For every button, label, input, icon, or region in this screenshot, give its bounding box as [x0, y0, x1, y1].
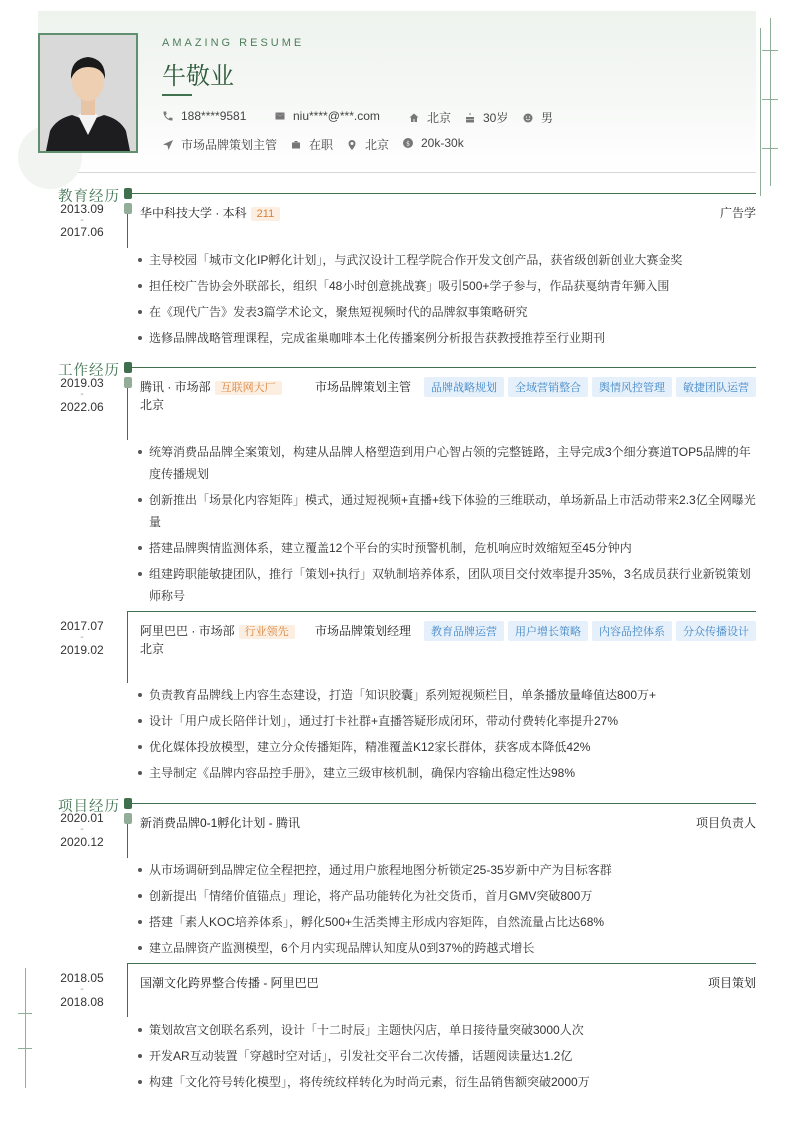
home-icon: [408, 112, 420, 124]
school-name: 华中科技大学 · 本科: [140, 206, 247, 220]
timeline-bar: [127, 214, 128, 248]
resume-tagline: AMAZING RESUME: [162, 37, 305, 49]
job-position: 市场品牌策划主管: [315, 380, 412, 394]
header-divider: [38, 172, 756, 173]
section-line: [132, 803, 756, 804]
phone-value: 188****9581: [181, 109, 247, 123]
company-badge: 互联网大厂: [215, 381, 282, 395]
work-bullets: [138, 684, 756, 788]
work-bullets: [138, 441, 756, 611]
entry-divider: [127, 963, 756, 964]
skill-tag: 教育品牌运营: [424, 621, 504, 641]
project-name: 国潮文化跨界整合传播 - 阿里巴巴: [140, 976, 319, 990]
section-marker: [124, 362, 132, 373]
phone-icon: [162, 110, 174, 122]
company-name: 阿里巴巴 · 市场部: [140, 624, 235, 638]
info-city: [346, 136, 389, 153]
date-separator: -: [80, 984, 84, 995]
section-marker: [124, 798, 132, 809]
age-value: 30岁: [483, 111, 509, 125]
section-title-projects: 项目经历: [58, 799, 120, 815]
timeline-bar: [127, 824, 128, 858]
gender-value: 男: [541, 111, 554, 125]
info-status: [290, 136, 333, 153]
list-item: 统筹消费品品牌全案策划，构建从品牌人格塑造到用户心智占领的完整链路，主导完成3个细分赛道TOP5品牌的年度传播规划: [138, 441, 756, 485]
school-badge: 211: [251, 207, 281, 221]
skill-tag: 全域营销整合: [508, 377, 588, 397]
send-icon: [162, 139, 174, 151]
date-end: 2020.12: [60, 835, 104, 849]
decorative-vertical-line: [760, 28, 761, 196]
skill-tag: 品牌战略规划: [424, 377, 504, 397]
info-home: [408, 109, 451, 126]
date-end: 2019.02: [60, 643, 104, 657]
timeline-bar: [127, 388, 128, 440]
date-separator: -: [80, 824, 84, 835]
list-item: 负责教育品牌线上内容生态建设，打造「知识胶囊」系列短视频栏目，单条播放量峰值达800万+: [138, 684, 756, 706]
info-gender: [522, 109, 553, 126]
list-item: 选修品牌战略管理课程，完成雀巢咖啡本土化传播案例分析报告获教授推荐至行业期刊: [138, 327, 756, 349]
mail-icon: [274, 110, 286, 122]
skill-tag: 内容品控体系: [592, 621, 672, 641]
svg-text:$: $: [406, 140, 410, 148]
skill-tag: 敏捷团队运营: [676, 377, 756, 397]
date-start: 2017.07: [60, 619, 104, 633]
section-marker: [124, 188, 132, 199]
header-background: [38, 11, 756, 173]
info-phone: [162, 109, 246, 123]
list-item: 组建跨职能敏捷团队，推行「策划+执行」双轨制培养体系，团队项目交付效率提升35%，3名成员获行业新锐策划师称号: [138, 563, 756, 607]
list-item: 优化媒体投放模型，建立分众传播矩阵，精准覆盖K12家长群体，获客成本降低42%: [138, 736, 756, 758]
list-item: 担任校广告协会外联部长，组织「48小时创意挑战赛」吸引500+学子参与，作品获戛纳青年狮入围: [138, 275, 756, 297]
section-title-education: 教育经历: [58, 189, 120, 205]
list-item: 主导制定《品牌内容品控手册》，建立三级审核机制，确保内容输出稳定性达98%: [138, 762, 756, 784]
list-item: 搭建「素人KOC培养体系」，孵化500+生活类博主形成内容矩阵，自然流量占比达68%: [138, 911, 756, 933]
decorative-tick: [18, 1013, 32, 1014]
skill-tags: [420, 621, 756, 641]
info-salary: [402, 136, 464, 150]
target-position-value: 市场品牌策划主管: [181, 138, 278, 152]
info-email: [274, 109, 380, 123]
portrait-illustration: [40, 35, 136, 151]
list-item: 搭建品牌舆情监测体系，建立覆盖12个平台的实时预警机制，危机响应时效缩短至45分钟内: [138, 537, 756, 559]
money-icon: [402, 137, 414, 149]
company-badge: 行业领先: [239, 625, 295, 639]
salary-value: 20k-30k: [421, 136, 464, 150]
job-position: 市场品牌策划经理: [315, 624, 412, 638]
date-start: 2020.01: [60, 811, 104, 825]
company-name: 腾讯 · 市场部: [140, 380, 211, 394]
list-item: 开发AR互动装置「穿越时空对话」，引发社交平台二次传播，话题阅读量达1.2亿: [138, 1045, 756, 1067]
decorative-tick: [762, 50, 778, 51]
date-start: 2019.03: [60, 376, 104, 390]
project-bullets: [138, 1019, 756, 1097]
date-separator: -: [80, 389, 84, 400]
list-item: 创新推出「场景化内容矩阵」模式，通过短视频+直播+线下体验的三维联动，单场新品上市活动带来2.3亿全网曝光量: [138, 489, 756, 533]
section-line: [132, 367, 756, 368]
list-item: 在《现代广告》发表3篇学术论文，聚焦短视频时代的品牌叙事策略研究: [138, 301, 756, 323]
name-underline: [162, 94, 192, 96]
section-line: [132, 193, 756, 194]
date-start: 2013.09: [60, 202, 104, 216]
section-title-work: 工作经历: [58, 363, 120, 379]
location-pin-icon: [346, 139, 358, 151]
project-role: 项目负责人: [695, 816, 756, 830]
profile-photo: [38, 33, 138, 153]
skill-tag: 分众传播设计: [676, 621, 756, 641]
decorative-tick: [762, 99, 778, 100]
major: 广告学: [719, 206, 756, 220]
decorative-tick: [18, 1048, 32, 1049]
project-name: 新消费品牌0-1孵化计划 - 腾讯: [140, 816, 301, 830]
briefcase-icon: [290, 139, 302, 151]
list-item: 建立品牌资产监测模型，6个月内实现品牌认知度从0到37%的跨越式增长: [138, 937, 756, 959]
list-item: 构建「文化符号转化模型」，将传统纹样转化为时尚元素，衍生品销售额突破2000万: [138, 1071, 756, 1093]
date-separator: -: [80, 215, 84, 226]
decorative-vertical-line: [770, 18, 771, 186]
decorative-tick: [762, 148, 778, 149]
skill-tag: 舆情风控管理: [592, 377, 672, 397]
status-value: 在职: [309, 138, 334, 152]
company-info: [140, 378, 282, 395]
list-item: 设计「用户成长陪伴计划」，通过打卡社群+直播答疑形成闭环，带动付费转化率提升27%: [138, 710, 756, 732]
project-bullets: [138, 859, 756, 963]
list-item: 从市场调研到品牌定位全程把控，通过用户旅程地图分析锁定25-35岁新中产为目标客群: [138, 859, 756, 881]
company-info: [140, 622, 295, 639]
timeline-bar: [127, 611, 128, 683]
email-value: niu****@***.com: [293, 109, 380, 123]
info-age: [464, 109, 508, 126]
date-end: 2017.06: [60, 225, 104, 239]
project-role: 项目策划: [707, 976, 756, 990]
list-item: 策划故宫文创联名系列，设计「十二时辰」主题快闪店，单日接待量突破3000人次: [138, 1019, 756, 1041]
education-bullets: [138, 249, 756, 353]
list-item: 主导校园「城市文化IP孵化计划」，与武汉设计工程学院合作开发文创产品，获省级创新创业大赛金奖: [138, 249, 756, 271]
job-city: 北京: [140, 642, 165, 656]
home-value: 北京: [427, 111, 452, 125]
date-end: 2022.06: [60, 400, 104, 414]
entry-marker: [124, 813, 132, 824]
skill-tag: 用户增长策略: [508, 621, 588, 641]
cake-icon: [464, 112, 476, 124]
school-info: [140, 204, 280, 221]
gender-icon: [522, 112, 534, 124]
entry-marker: [124, 377, 132, 388]
job-city: 北京: [140, 398, 165, 412]
info-target-position: [162, 136, 277, 153]
date-separator: -: [80, 632, 84, 643]
date-start: 2018.05: [60, 971, 104, 985]
timeline-bar: [127, 963, 128, 1017]
city-value: 北京: [365, 138, 390, 152]
skill-tags: [420, 377, 756, 397]
entry-marker: [124, 203, 132, 214]
decorative-vertical-line: [25, 968, 26, 1088]
date-end: 2018.08: [60, 995, 104, 1009]
list-item: 创新提出「情绪价值锚点」理论，将产品功能转化为社交货币，首月GMV突破800万: [138, 885, 756, 907]
entry-divider: [127, 611, 756, 612]
candidate-name: 牛敬业: [162, 63, 234, 90]
